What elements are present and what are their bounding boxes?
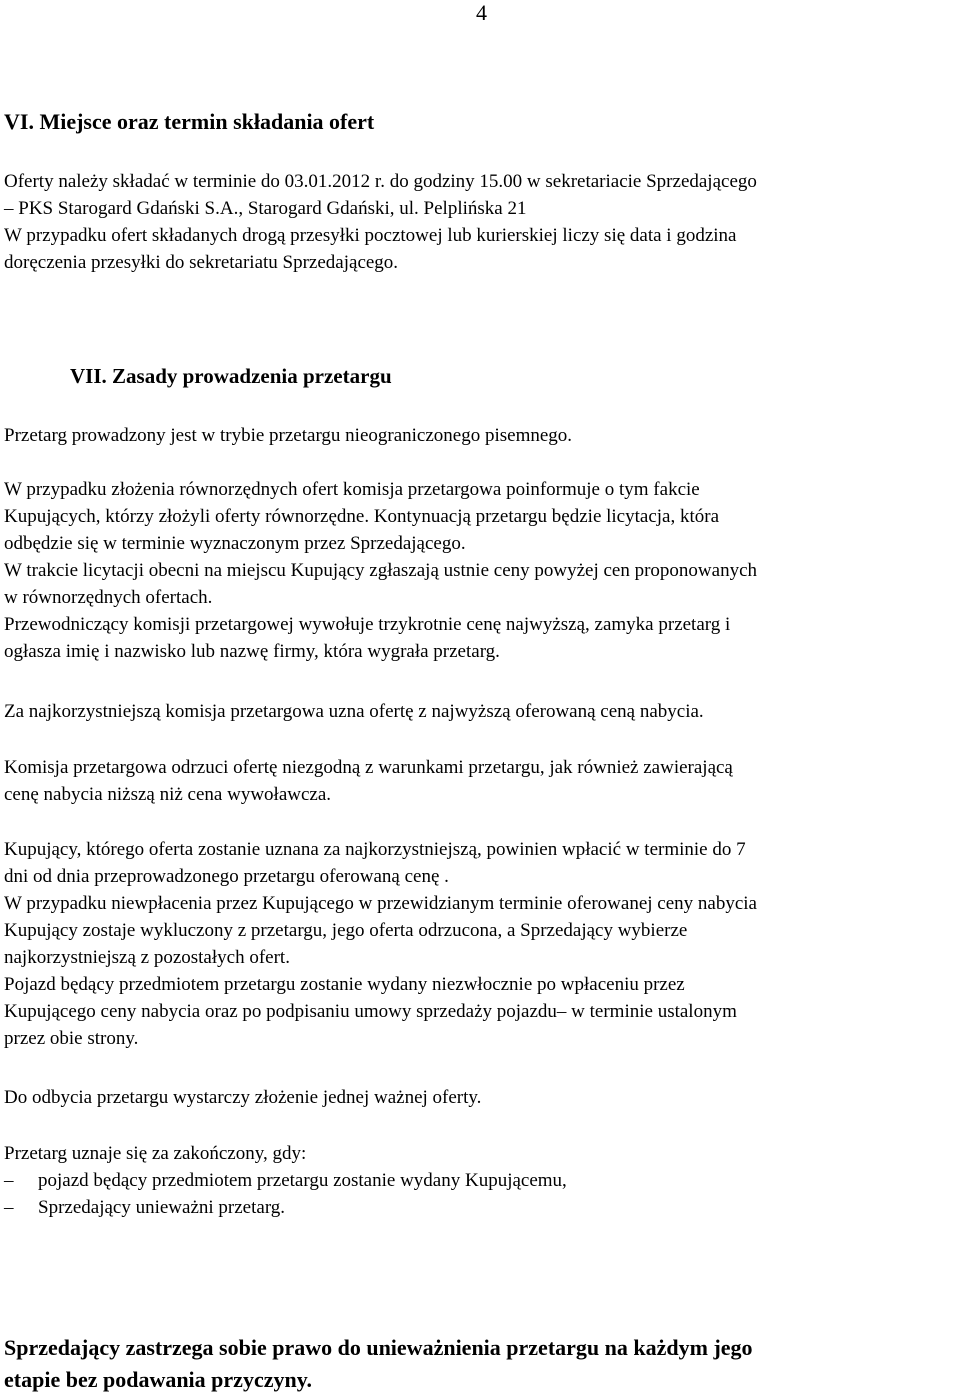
text-line: doręczenia przesyłki do sekretariatu Sprzedającego. xyxy=(4,252,399,273)
text-line: W przypadku złożenia równorzędnych ofert komisja przetargowa poinformuje o tym fakcie xyxy=(4,479,700,500)
text-line: przez obie strony. xyxy=(4,1028,139,1049)
text-line: najkorzystniejszą z pozostałych ofert. xyxy=(4,947,290,968)
text-line: odbędzie się w terminie wyznaczonym przez Sprzedającego. xyxy=(4,533,466,554)
text-line: Komisja przetargowa odrzuci ofertę niezgodną z warunkami przetargu, jak również zawierającą xyxy=(4,757,733,778)
paragraph-odrzucenie xyxy=(4,754,960,808)
list-item-text: pojazd będący przedmiotem przetargu zostanie wydany Kupującemu, xyxy=(38,1170,567,1191)
paragraph-trybe xyxy=(4,422,960,449)
paragraph-najkorzystniejsza xyxy=(4,698,960,725)
dash-bullet: – xyxy=(4,1197,14,1218)
text-line: ogłasza imię i nazwisko lub nazwę firmy, która wygrała przetarg. xyxy=(4,641,500,662)
paragraph-wplata xyxy=(4,836,960,1052)
text-line: W trakcie licytacji obecni na miejscu Kupujący zgłaszają ustnie ceny powyżej cen proponowanych xyxy=(4,560,758,581)
text-line: Kupujących, którzy złożyli oferty równorzędne. Kontynuacją przetargu będzie licytacja, która xyxy=(4,506,720,527)
list-item xyxy=(4,1167,960,1194)
text-line: Do odbycia przetargu wystarczy złożenie jednej ważnej oferty. xyxy=(4,1087,482,1108)
text-line: Kupującego ceny nabycia oraz po podpisaniu umowy sprzedaży pojazdu– w terminie ustalonym xyxy=(4,1001,737,1022)
page-number: 4 xyxy=(476,0,487,25)
text-line: w równorzędnych ofertach. xyxy=(4,587,213,608)
final-statement-line: etapie bez podawania przyczyny. xyxy=(4,1367,312,1392)
paragraph-rownorzedne xyxy=(4,476,960,665)
text-line: Przetarg prowadzony jest w trybie przetargu nieograniczonego pisemnego. xyxy=(4,425,573,446)
paragraph-zakonczenie xyxy=(4,1140,960,1221)
text-line: Za najkorzystniejszą komisja przetargowa uzna ofertę z najwyższą oferowaną ceną nabycia. xyxy=(4,701,704,722)
section-vi-heading: VI. Miejsce oraz termin składania ofert xyxy=(4,109,375,134)
text-line: Oferty należy składać w terminie do 03.01.2012 r. do godziny 15.00 w sekretariacie Sprzedającego xyxy=(4,171,757,192)
text-line: Przewodniczący komisji przetargowej wywołuje trzykrotnie cenę najwyższą, zamyka przetarg i xyxy=(4,614,731,635)
text-line: Kupujący zostaje wykluczony z przetargu, jego oferta odrzucona, a Sprzedający wybierze xyxy=(4,920,688,941)
list-item-text: Sprzedający unieważni przetarg. xyxy=(38,1197,286,1218)
section-vi-body xyxy=(4,168,960,276)
dash-bullet: – xyxy=(4,1170,14,1191)
section-vii-heading: VII. Zasady prowadzenia przetargu xyxy=(70,364,392,388)
text-line: Kupujący, którego oferta zostanie uznana za najkorzystniejszą, powinien wpłacić w terminie do 7 xyxy=(4,839,746,860)
text-line: cenę nabycia niższą niż cena wywoławcza. xyxy=(4,784,332,805)
final-statement-line: Sprzedający zastrzega sobie prawo do unieważnienia przetargu na każdym jego xyxy=(4,1335,753,1360)
final-statement xyxy=(4,1332,753,1396)
paragraph-wazna-oferta xyxy=(4,1084,960,1111)
text-line: W przypadku ofert składanych drogą przesyłki pocztowej lub kurierskiej liczy się data i godzina xyxy=(4,225,737,246)
text-line: Przetarg uznaje się za zakończony, gdy: xyxy=(4,1143,307,1164)
text-line: dni od dnia przeprowadzonego przetargu oferowaną cenę . xyxy=(4,866,449,887)
text-line: – PKS Starogard Gdański S.A., Starogard Gdański, ul. Pelplińska 21 xyxy=(4,198,527,219)
list-item xyxy=(4,1194,960,1221)
text-line: Pojazd będący przedmiotem przetargu zostanie wydany niezwłocznie po wpłaceniu przez xyxy=(4,974,685,995)
text-line: W przypadku niewpłacenia przez Kupującego w przewidzianym terminie oferowanej ceny nabycia xyxy=(4,893,757,914)
